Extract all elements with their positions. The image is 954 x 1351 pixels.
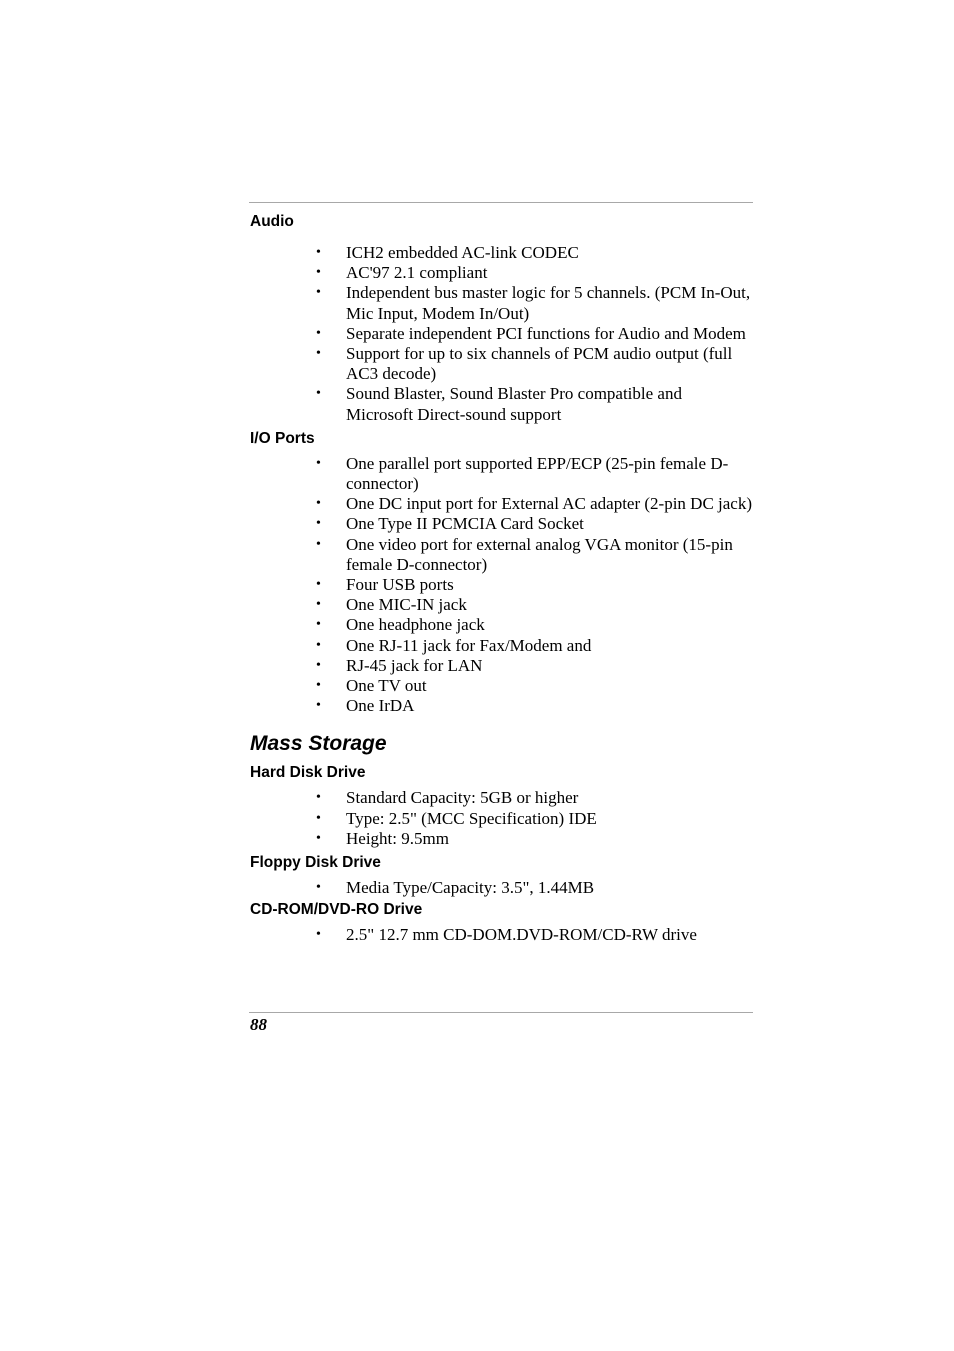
- header-rule: [249, 202, 753, 203]
- bullet-icon: •: [316, 245, 321, 260]
- bullet-icon: •: [316, 678, 321, 694]
- bullet-icon: •: [316, 617, 321, 633]
- cdrom-dvd-heading: CD-ROM/DVD-RO Drive: [250, 901, 423, 919]
- bullet-icon: •: [316, 927, 321, 943]
- list-item: • One Type II PCMCIA Card Socket: [316, 514, 584, 534]
- bullet-icon: •: [316, 810, 321, 826]
- bullet-icon: •: [316, 657, 321, 673]
- list-item: • One parallel port supported EPP/ECP (25-pin female D-connector): [316, 453, 729, 494]
- list-item: • Media Type/Capacity: 3.5", 1.44MB: [316, 878, 595, 898]
- list-item: • One headphone jack: [316, 615, 485, 635]
- floppy-disk-list: [250, 878, 753, 898]
- page-content: [250, 205, 753, 945]
- io-ports-list: [250, 454, 753, 717]
- bullet-icon: •: [316, 285, 321, 301]
- list-item: • One RJ-11 jack for Fax/Modem and: [316, 635, 592, 655]
- bullet-icon: •: [316, 386, 321, 402]
- hard-disk-heading: Hard Disk Drive: [250, 764, 366, 782]
- floppy-disk-heading: Floppy Disk Drive: [250, 854, 381, 872]
- list-item: • One IrDA: [316, 696, 415, 716]
- list-item: • One video port for external analog VGA monitor (15-pin female D-connector): [316, 534, 733, 574]
- list-item: • Type: 2.5" (MCC Specification) IDE: [316, 808, 597, 828]
- list-item: • Support for up to six channels of PCM audio output (full AC3 decode): [316, 344, 733, 384]
- bullet-icon: •: [316, 880, 321, 896]
- bullet-icon: •: [316, 698, 321, 714]
- bullet-icon: •: [316, 790, 321, 806]
- list-item: • 2.5" 12.7 mm CD-DOM.DVD-ROM/CD-RW drive: [316, 925, 697, 945]
- list-item: • Sound Blaster, Sound Blaster Pro compatible and Microsoft Direct-sound support: [316, 384, 682, 424]
- bullet-icon: •: [316, 496, 321, 512]
- list-item: • Independent bus master logic for 5 channels. (PCM In-Out, Mic Input, Modem In/Out): [316, 283, 751, 323]
- cdrom-dvd-list: [250, 925, 753, 945]
- bullet-icon: •: [316, 265, 321, 281]
- list-item: • Four USB ports: [316, 575, 454, 595]
- bullet-icon: •: [316, 637, 321, 653]
- io-ports-heading: I/O Ports: [250, 429, 315, 447]
- bullet-icon: •: [316, 516, 321, 532]
- bullet-icon: •: [316, 577, 321, 593]
- bullet-icon: •: [316, 455, 321, 471]
- list-item: • One TV out: [316, 676, 427, 696]
- audio-heading: Audio: [250, 213, 294, 230]
- hard-disk-list: [250, 788, 753, 849]
- bullet-icon: •: [316, 346, 321, 362]
- list-item: • Height: 9.5mm: [316, 828, 449, 848]
- audio-list: [250, 243, 753, 425]
- bullet-icon: •: [316, 597, 321, 613]
- page-number: 88: [250, 1015, 267, 1034]
- list-item: • Separate independent PCI functions for Audio and Modem: [316, 323, 746, 343]
- list-item: • RJ-45 jack for LAN: [316, 655, 483, 675]
- list-item: • Standard Capacity: 5GB or higher: [316, 788, 579, 808]
- bullet-icon: •: [316, 325, 321, 341]
- list-item: • ICH2 embedded AC-link CODEC: [316, 243, 579, 262]
- mass-storage-title: Mass Storage: [250, 732, 387, 756]
- bullet-icon: •: [316, 830, 321, 846]
- list-item: • One MIC-IN jack: [316, 595, 467, 615]
- list-item: • AC'97 2.1 compliant: [316, 263, 488, 283]
- bullet-icon: •: [316, 536, 321, 552]
- list-item: • One DC input port for External AC adapter (2-pin DC jack): [316, 494, 753, 514]
- footer-rule: [249, 1012, 753, 1013]
